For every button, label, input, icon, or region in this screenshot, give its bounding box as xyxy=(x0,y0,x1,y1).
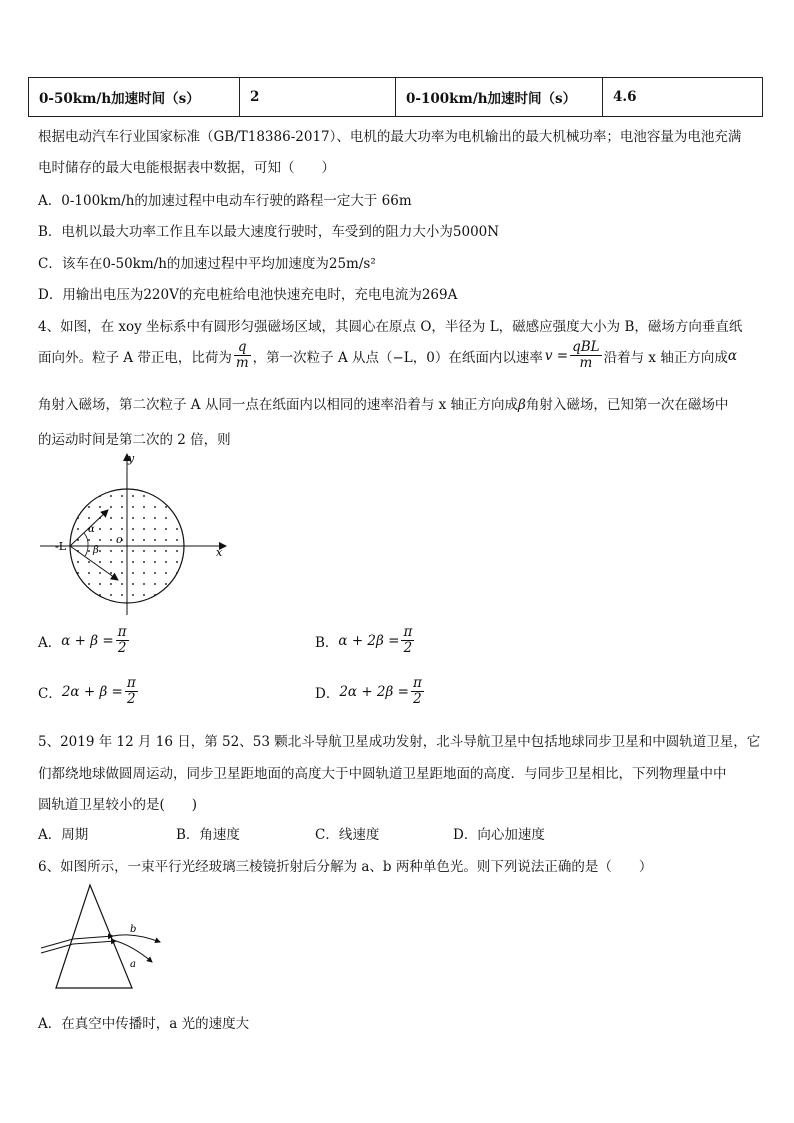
q4-line3-text-a: 角射入磁场，第二次粒子 A 从同一点在纸面内以相同的速率沿着与 x 轴正方向成 xyxy=(38,397,519,413)
fraction-denominator: 2 xyxy=(127,691,136,707)
field-dot xyxy=(121,495,123,497)
field-dot xyxy=(88,539,90,541)
q3-option-d: D．用输出电压为220V的充电桩给电池快速充电时，充电电流为269A xyxy=(38,287,458,303)
q5-option-c: C．线速度 xyxy=(315,827,380,843)
field-dot xyxy=(132,594,134,596)
option-label: B． xyxy=(315,634,339,651)
field-dot xyxy=(176,550,178,552)
field-dot xyxy=(143,528,145,530)
field-dot xyxy=(88,572,90,574)
field-dot xyxy=(88,517,90,519)
q3-stem-line2: 电时储存的最大电能根据表中数据，可知（ ） xyxy=(38,160,335,176)
q3-option-a: A．0-100km/h的加速过程中电动车行驶的路程一定大于 66m xyxy=(38,193,412,209)
q6-option-a: A．在真空中传播时，a 光的速度大 xyxy=(38,1016,250,1032)
field-dot xyxy=(88,561,90,563)
field-dot xyxy=(110,550,112,552)
q4-option-b xyxy=(315,625,416,656)
field-dot xyxy=(143,583,145,585)
field-dot xyxy=(165,517,167,519)
fraction-denominator: 2 xyxy=(117,640,127,656)
field-dot xyxy=(154,550,156,552)
alpha-label: α xyxy=(88,524,95,535)
q4-stem-line2 xyxy=(38,340,737,371)
fraction-denominator: 2 xyxy=(413,691,422,707)
field-dot xyxy=(165,561,167,563)
field-dot xyxy=(165,572,167,574)
q5-stem-line2: 们都绕地球做圆周运动，同步卫星距地面的高度大于中圆轨道卫星距地面的高度．与同步卫星相比，下列物理量中中 xyxy=(38,766,727,782)
field-dot xyxy=(121,506,123,508)
option-fraction xyxy=(125,676,138,707)
field-dot xyxy=(165,539,167,541)
field-dot xyxy=(143,495,145,497)
fraction-numerator: qBL xyxy=(572,339,600,355)
option-fraction xyxy=(401,625,414,656)
q4-option-d xyxy=(315,676,426,707)
option-fraction xyxy=(116,625,129,656)
field-dot xyxy=(99,528,101,530)
q5-option-d: D．向心加速度 xyxy=(453,827,545,843)
q4-line3-text-b: 角射入磁场，已知第一次在磁场中 xyxy=(525,397,729,413)
field-dot xyxy=(176,495,178,497)
q3-option-c: C．该车在0-50km/h的加速过程中平均加速度为25m/s² xyxy=(38,256,376,272)
field-dot xyxy=(176,583,178,585)
fraction-numerator: π xyxy=(126,675,136,691)
q4-option-c xyxy=(38,676,140,707)
field-dot xyxy=(110,539,112,541)
beta-label: β xyxy=(93,545,99,556)
table-cell: 0-100km/h加速时间（s） xyxy=(396,78,603,117)
q4-stem-line3 xyxy=(38,393,728,413)
field-dot xyxy=(176,561,178,563)
q6-stem: 6、如图所示，一束平行光经玻璃三棱镜折射后分解为 a、b 两种单色光。则下列说法正确的是（ ） xyxy=(38,859,653,875)
origin-label: o xyxy=(116,533,123,546)
q4-line2-text-a: 面向外。粒子 A 带正电，比荷为 xyxy=(38,349,232,366)
spec-table xyxy=(28,77,763,117)
field-dot xyxy=(165,495,167,497)
field-dot xyxy=(110,506,112,508)
field-dot xyxy=(99,561,101,563)
velocity-equation: v = xyxy=(544,347,569,364)
field-dot xyxy=(154,517,156,519)
field-dot xyxy=(143,506,145,508)
ray-a-label: a xyxy=(130,959,136,970)
q4-line2-text-b: ，第一次粒子 A 从点（−L，0）在纸面内以速率 xyxy=(252,349,543,366)
magnetic-field-figure xyxy=(40,450,240,620)
field-dot xyxy=(154,583,156,585)
q3-stem-line1: 根据电动汽车行业国家标准（GB/T18386-2017）、电机的最大功率为电机输出的最大机械功率；电池容量为电池充满 xyxy=(38,129,742,145)
field-dot xyxy=(110,572,112,574)
field-dot xyxy=(110,528,112,530)
field-dot xyxy=(77,506,79,508)
fraction-numerator: q xyxy=(234,340,251,356)
prism-triangle xyxy=(56,885,132,988)
field-dot xyxy=(121,550,123,552)
field-dot xyxy=(132,495,134,497)
beta-symbol: β xyxy=(518,397,526,413)
fraction-denominator: m xyxy=(235,355,249,371)
field-dot xyxy=(77,594,79,596)
q5-stem-line3: 圆轨道卫星较小的是( ) xyxy=(38,797,198,813)
field-dot xyxy=(143,517,145,519)
q4-stem-line1: 4、如图，在 xoy 坐标系中有圆形匀强磁场区域，其圆心在原点 O，半径为 L，磁感应强度大小为 B，磁场方向垂直纸 xyxy=(38,319,743,335)
field-dot xyxy=(110,495,112,497)
q4-option-a xyxy=(38,625,131,656)
q5-option-a: A．周期 xyxy=(38,827,89,843)
q5-option-b: B．角速度 xyxy=(176,827,240,843)
option-label: D． xyxy=(315,685,340,702)
field-dot xyxy=(143,594,145,596)
minus-l-label: -L xyxy=(55,540,67,553)
fraction-numerator: π xyxy=(412,675,422,691)
field-dot xyxy=(110,594,112,596)
y-axis-label: y xyxy=(128,452,135,465)
field-dot xyxy=(88,495,90,497)
velocity-fraction xyxy=(570,340,602,371)
inner-ray-2 xyxy=(73,941,116,944)
beta-arc xyxy=(85,546,88,556)
field-dot xyxy=(88,594,90,596)
fraction-numerator: π xyxy=(117,624,127,640)
prism-figure xyxy=(38,880,168,995)
field-dot xyxy=(121,583,123,585)
alpha-symbol: α xyxy=(727,347,737,364)
ray-b-label: b xyxy=(130,924,137,935)
field-dot xyxy=(77,528,79,530)
q5-stem-line1: 5、2019 年 12 月 16 日，第 52、53 颗北斗导航卫星成功发射，北斗导航卫星中包括地球同步卫星和中圆轨道卫星，它 xyxy=(38,734,761,750)
field-dot xyxy=(121,517,123,519)
option-label: C． xyxy=(38,685,62,702)
field-dot xyxy=(176,539,178,541)
ray-b xyxy=(113,935,160,942)
option-expression: 2α + β = xyxy=(61,683,123,700)
field-dot xyxy=(99,539,101,541)
field-dot xyxy=(154,506,156,508)
fraction-denominator: m xyxy=(579,355,593,371)
field-dot xyxy=(154,528,156,530)
field-dot xyxy=(121,528,123,530)
field-dot xyxy=(132,517,134,519)
fraction-numerator: π xyxy=(403,624,413,640)
option-expression: α + 2β = xyxy=(338,632,400,649)
field-dot xyxy=(88,506,90,508)
field-dot xyxy=(143,561,145,563)
field-dot xyxy=(121,561,123,563)
table-cell: 4.6 xyxy=(603,78,763,117)
table-cell: 2 xyxy=(240,78,396,117)
table-cell: 0-50km/h加速时间（s） xyxy=(29,78,240,117)
field-dot xyxy=(154,572,156,574)
field-dot xyxy=(132,528,134,530)
field-dot xyxy=(132,572,134,574)
field-dot xyxy=(99,572,101,574)
field-dot xyxy=(154,561,156,563)
option-fraction xyxy=(411,676,424,707)
field-dot xyxy=(99,550,101,552)
field-dot xyxy=(132,550,134,552)
field-dot xyxy=(88,550,90,552)
field-dot xyxy=(99,506,101,508)
field-dot xyxy=(88,583,90,585)
field-dot xyxy=(77,583,79,585)
field-dot xyxy=(143,572,145,574)
field-dot xyxy=(132,539,134,541)
field-dot xyxy=(165,528,167,530)
field-dot xyxy=(110,583,112,585)
fraction-denominator: 2 xyxy=(403,640,413,656)
charge-mass-fraction xyxy=(234,340,251,371)
inner-ray-1 xyxy=(73,936,113,939)
field-dot xyxy=(176,506,178,508)
field-dot xyxy=(165,506,167,508)
field-dot xyxy=(110,561,112,563)
field-dot xyxy=(121,594,123,596)
field-dot xyxy=(165,550,167,552)
field-dot xyxy=(165,594,167,596)
option-expression: 2α + 2β = xyxy=(339,683,409,700)
q4-stem-line4: 的运动时间是第二次的 2 倍，则 xyxy=(38,432,231,448)
field-dot xyxy=(176,528,178,530)
incident-ray-1 xyxy=(41,939,73,948)
field-dot xyxy=(110,517,112,519)
field-dot xyxy=(132,506,134,508)
field-dot xyxy=(143,539,145,541)
q3-option-b: B．电机以最大功率工作且车以最大速度行驶时，车受到的阻力大小为5000N xyxy=(38,224,500,240)
field-dot xyxy=(165,583,167,585)
field-dot xyxy=(132,583,134,585)
field-dot xyxy=(176,594,178,596)
option-label: A． xyxy=(38,634,62,651)
field-dot xyxy=(143,550,145,552)
field-dot xyxy=(132,561,134,563)
option-expression: α + β = xyxy=(61,632,114,649)
field-dot xyxy=(99,583,101,585)
field-dot xyxy=(121,572,123,574)
x-axis-label: x xyxy=(216,546,223,559)
field-dot xyxy=(77,495,79,497)
table-row xyxy=(29,78,763,117)
field-dot xyxy=(154,539,156,541)
q4-line2-text-c: 沿着与 x 轴正方向成 xyxy=(603,349,728,366)
field-dot xyxy=(77,561,79,563)
